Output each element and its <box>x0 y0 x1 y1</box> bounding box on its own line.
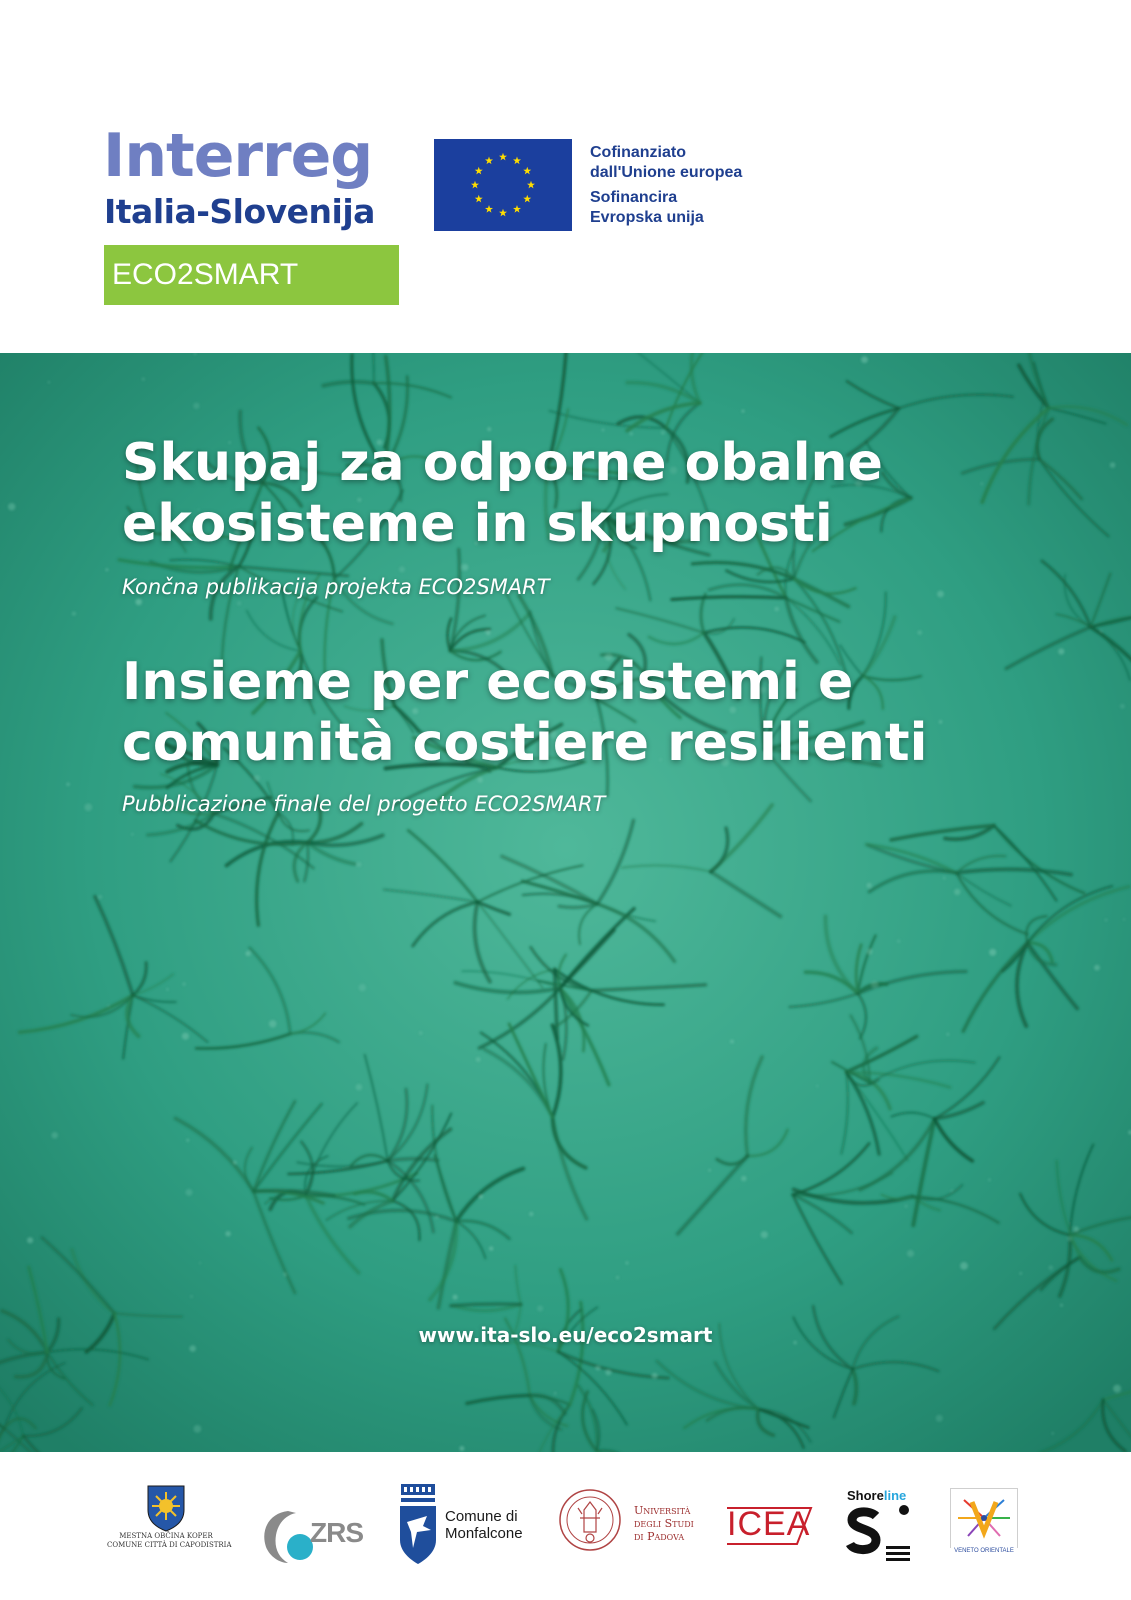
eu-star-icon <box>485 205 493 213</box>
sand-speck <box>537 1305 543 1311</box>
sand-speck <box>774 607 779 612</box>
sand-speck <box>194 1425 202 1433</box>
eu-star-icon <box>499 209 507 217</box>
monfalcone-coat-of-arms-icon <box>397 1482 439 1566</box>
cofinancing-statement <box>590 143 742 228</box>
sand-speck <box>554 1392 556 1394</box>
sand-speck <box>1074 1226 1079 1231</box>
sand-speck <box>254 775 260 781</box>
logo-koper <box>107 1484 232 1550</box>
sand-speck <box>233 1161 236 1164</box>
sand-speck <box>1110 462 1116 468</box>
sand-speck <box>1060 1304 1063 1307</box>
sand-speck <box>182 1033 189 1040</box>
monfalcone-label-line: Monfalcone <box>445 1525 523 1542</box>
sand-speck <box>246 951 251 956</box>
sand-speck <box>193 403 199 409</box>
eu-star-icon <box>475 167 483 175</box>
eu-star-icon <box>475 195 483 203</box>
sand-speck <box>871 981 878 988</box>
sand-speck <box>936 1415 943 1422</box>
seagrass-blade <box>451 1304 521 1306</box>
sand-speck <box>186 1189 193 1196</box>
veneto-orientale-label: VENETO ORIENTALE <box>954 1548 1014 1554</box>
sand-speck <box>947 1033 950 1036</box>
eu-star-icon <box>527 181 535 189</box>
sand-speck <box>269 1020 277 1028</box>
logo-veneto-orientale <box>950 1488 1018 1562</box>
sand-speck <box>486 630 491 635</box>
sand-speck <box>742 410 745 413</box>
project-acronym-band: ECO2SMART <box>104 245 399 305</box>
sand-speck <box>166 988 168 990</box>
sand-speck <box>131 833 133 835</box>
eu-star-icon <box>499 153 507 161</box>
sand-speck <box>107 1005 109 1007</box>
sand-speck <box>356 1084 363 1091</box>
koper-label-line: COMUNE CITTÀ DI CAPODISTRIA <box>107 1541 232 1549</box>
sand-speck <box>652 1373 658 1379</box>
sand-speck <box>27 1237 33 1243</box>
sand-speck <box>951 1189 953 1191</box>
sand-speck <box>1113 1385 1121 1393</box>
sand-speck <box>529 1212 533 1216</box>
sand-speck <box>907 1250 914 1257</box>
seagrass-blade <box>388 1159 438 1161</box>
sand-speck <box>867 883 872 888</box>
sand-speck <box>954 889 960 895</box>
sand-speck <box>237 601 241 605</box>
sand-speck <box>478 777 483 782</box>
sand-speck <box>741 1176 747 1182</box>
sand-speck <box>918 630 922 634</box>
logo-icea <box>725 1504 813 1548</box>
sand-speck <box>1100 630 1103 633</box>
sand-speck <box>960 1262 968 1270</box>
eu-star-icon <box>513 205 521 213</box>
sand-speck <box>816 1085 818 1087</box>
logo-padova <box>558 1488 698 1552</box>
sand-speck <box>897 940 900 943</box>
cofinancing-line: Cofinanziato <box>590 144 686 161</box>
sand-speck <box>66 783 69 786</box>
padova-label <box>634 1504 694 1543</box>
monfalcone-label-line: Comune di <box>445 1508 518 1525</box>
sand-speck <box>479 1195 483 1199</box>
sand-speck <box>399 566 405 572</box>
sand-speck <box>225 1231 230 1236</box>
zrs-label: ZRS <box>310 1517 363 1548</box>
project-website-link[interactable]: www.ita-slo.eu/eco2smart <box>418 1323 713 1347</box>
koper-label-line: MESTNA OBČINA KOPER <box>119 1532 213 1540</box>
sand-speck <box>861 356 868 363</box>
partner-logos-strip <box>0 1452 1131 1600</box>
logo-zrs <box>258 1507 373 1567</box>
zrs-mark-icon <box>258 1507 318 1567</box>
veneto-orientale-mark-icon <box>950 1488 1018 1548</box>
program-name: Italia-Slovenija <box>104 192 375 231</box>
eu-star-icon <box>471 181 479 189</box>
sand-speck <box>1020 1272 1022 1274</box>
sand-speck <box>98 895 102 899</box>
sand-speck <box>943 877 946 880</box>
logo-shoreline <box>846 1488 918 1568</box>
sand-speck <box>186 1139 189 1142</box>
eu-star-icon <box>523 167 531 175</box>
sand-speck <box>459 1446 464 1451</box>
sand-speck <box>605 1370 611 1376</box>
eu-star-icon <box>513 157 521 165</box>
title-italian: Insieme per ecosistemi e comunità costiere resilienti <box>122 652 928 773</box>
eu-flag-icon <box>434 139 572 231</box>
eu-star-icon <box>523 195 531 203</box>
padova-label-line: Università <box>634 1504 691 1517</box>
sand-speck <box>357 862 362 867</box>
shoreline-wordmark-prefix: Shore <box>847 1488 884 1503</box>
shoreline-wordmark <box>847 1488 906 1503</box>
sand-speck <box>761 1231 768 1238</box>
sand-speck <box>989 949 996 956</box>
title-slovenian: Skupaj za odporne obalne ekosisteme in skupnosti <box>122 433 883 554</box>
sand-speck <box>1049 1265 1054 1270</box>
icea-label: ICEA <box>727 1505 811 1543</box>
sand-speck <box>453 1295 458 1300</box>
sand-speck <box>182 982 185 985</box>
sand-speck <box>625 1261 628 1264</box>
sand-speck <box>476 1057 481 1062</box>
shoreline-wordmark-suffix: line <box>883 1488 907 1503</box>
monfalcone-label <box>445 1508 523 1542</box>
subtitle-italian: Pubblicazione finale del progetto ECO2SMART <box>122 792 606 816</box>
sand-speck <box>1120 704 1125 709</box>
sand-speck <box>867 949 873 955</box>
sand-speck <box>435 1216 438 1219</box>
cover-photo-seagrass <box>0 353 1131 1452</box>
sand-speck <box>359 984 366 991</box>
sand-speck <box>48 381 50 383</box>
sand-speck <box>84 803 92 811</box>
sand-speck <box>730 1040 734 1044</box>
eu-star-icon <box>485 157 493 165</box>
sand-speck <box>708 1169 711 1172</box>
sand-speck <box>1094 965 1100 971</box>
logo-monfalcone <box>397 1482 532 1568</box>
sand-speck <box>419 1031 422 1034</box>
subtitle-slovenian: Končna publikacija projekta ECO2SMART <box>122 575 550 599</box>
sand-speck <box>596 1366 601 1371</box>
sand-speck <box>616 1276 619 1279</box>
sand-speck <box>1058 648 1064 654</box>
sand-speck <box>284 1273 287 1276</box>
sand-speck <box>8 503 15 510</box>
interreg-logo-word: Interreg <box>103 121 373 191</box>
shoreline-mark-icon <box>846 1502 918 1568</box>
sand-speck <box>105 568 108 571</box>
sand-speck <box>905 1205 908 1208</box>
sand-speck <box>190 1295 193 1298</box>
padova-seal-icon <box>558 1488 622 1552</box>
sand-speck <box>462 564 469 571</box>
sand-speck <box>988 1178 991 1181</box>
sand-speck <box>1123 918 1125 920</box>
padova-label-line: degli Studi <box>634 1517 694 1530</box>
sand-speck <box>613 850 615 852</box>
cofinancing-line: Sofinancira <box>590 189 678 206</box>
sand-speck <box>1052 1432 1054 1434</box>
cofinancing-line: dall'Unione europea <box>590 164 743 181</box>
sand-speck <box>142 378 145 381</box>
sand-speck <box>51 1132 58 1139</box>
sand-speck <box>489 1246 493 1250</box>
cofinancing-line: Evropska unija <box>590 209 704 226</box>
padova-label-line: di Padova <box>634 1530 685 1543</box>
sand-speck <box>1067 1236 1072 1241</box>
sand-speck <box>602 429 605 432</box>
sand-speck <box>1105 919 1108 922</box>
koper-coat-of-arms-icon <box>146 1484 186 1532</box>
sand-speck <box>487 427 491 431</box>
sand-speck <box>199 1262 201 1264</box>
sand-speck <box>72 612 76 616</box>
sand-speck <box>937 591 944 598</box>
